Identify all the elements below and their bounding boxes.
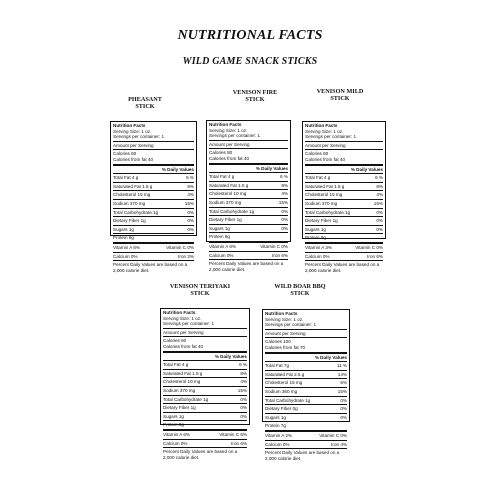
servings-per-container: Servings per container: 1 <box>265 322 317 328</box>
nutrient-row: Total Carbohydrate 1g 0% <box>209 208 288 214</box>
label-heading: Nutrition Facts <box>305 123 338 128</box>
page-subtitle: WILD GAME SNACK STICKS <box>182 56 318 67</box>
nutrient-row: Cholesterol 10 mg 4% <box>163 379 247 385</box>
footnote: Percent Daily Values are based on a 2,000 calorie diet. <box>113 262 188 273</box>
nutrient-row: Total Carbohydrate 1g 0% <box>113 209 194 215</box>
vitamin-row: Calcium 0% Iron 6% <box>305 253 383 259</box>
label-heading: Nutrition Facts <box>265 311 298 316</box>
serving-size: Serving Size: 1 oz. <box>163 315 202 321</box>
nutrient-row: Total Fat 4 g 6 % <box>305 175 383 181</box>
nutrient-row: Sugars 1g 0% <box>163 413 247 419</box>
amount-per-serving: Amount per Serving <box>113 142 154 148</box>
amount-per-serving: Amount per Serving <box>163 329 204 335</box>
nutrient-row: Protein 7g <box>265 423 286 429</box>
vitamin-row: Calcium 0% Iron 6% <box>209 252 288 258</box>
nutrient-row: Dietary Fiber 1g 0% <box>113 218 194 224</box>
vitamin-row: Calcium 0% Iron 6% <box>163 440 247 446</box>
daily-values-header: % Daily Values <box>314 354 347 360</box>
nutrient-row: Total Fat 4 g 6 % <box>209 174 288 180</box>
serving-size: Serving Size: 1 oz. <box>209 127 248 133</box>
nutrient-row: Cholesterol 15 mg 6% <box>265 380 347 386</box>
servings-per-container: Servings per container: 1 <box>163 321 215 327</box>
nutrient-row: Sugars 1g 0% <box>209 225 288 231</box>
nutrition-label-wild-boar-bbq <box>262 309 350 461</box>
vitamin-row: Vitamin A 2% Vitamin C 0% <box>265 432 347 438</box>
amount-per-serving: Amount per Serving <box>305 142 346 148</box>
servings-per-container: Servings per container: 1 <box>209 133 261 139</box>
footnote: Percent Daily Values are based on a 2,000 calorie diet. <box>209 261 284 272</box>
nutrient-row: Saturated Fat 2.5 g 14% <box>265 371 347 377</box>
nutrition-label-pheasant <box>110 121 197 273</box>
nutrient-row: Saturated Fat 1.5 g 8% <box>113 183 194 189</box>
nutrient-row: Protein 8g <box>113 235 134 241</box>
daily-values-header: % Daily Values <box>255 165 288 171</box>
nutrient-row: Total Carbohydrate 1g 0% <box>305 209 383 215</box>
nutrient-row: Dietary Fiber 1g 0% <box>209 217 288 223</box>
serving-size: Serving Size: 1 oz. <box>113 128 152 134</box>
daily-values-header: % Daily Values <box>214 353 247 359</box>
product-name-venison-fire: VENISON FIRE STICK <box>232 89 278 103</box>
nutrient-row: Dietary Fiber 0g 0% <box>265 406 347 412</box>
nutrient-row: Protein 8g <box>163 422 184 428</box>
vitamin-row: Vitamin A 6% Vitamin C 6% <box>163 431 247 437</box>
page-title: NUTRITIONAL FACTS <box>177 28 323 43</box>
nutrient-row: Total Fat 7g 11 % <box>265 363 347 369</box>
daily-values-header: % Daily Values <box>350 166 383 172</box>
vitamin-row: Calcium 0% Iron 2% <box>113 253 194 259</box>
calories: Calories 60 <box>113 151 137 157</box>
nutrient-row: Dietary Fiber 1g 0% <box>163 405 247 411</box>
nutrient-row: Total Carbohydrate 1g 0% <box>163 396 247 402</box>
product-name-pheasant: PHEASANT STICK <box>128 96 162 110</box>
product-name-venison-mild: VENISON MILD STICK <box>316 88 364 102</box>
servings-per-container: Servings per container: 1 <box>113 134 165 140</box>
footnote: Percent Daily Values are based on a 2,000 calorie diet. <box>265 450 340 461</box>
vitamin-row: Calcium 0% Iron 4% <box>265 441 347 447</box>
nutrient-row: Cholesterol 10 mg 4% <box>209 191 288 197</box>
label-heading: Nutrition Facts <box>163 310 196 315</box>
daily-values-header: % Daily Values <box>161 166 194 172</box>
serving-size: Serving Size: 1 oz. <box>265 316 304 322</box>
nutrient-row: Total Fat 4 g 6 % <box>163 362 247 368</box>
nutrient-row: Protein 8g <box>209 234 230 240</box>
nutrient-row: Sodium 360 mg 15% <box>265 388 347 394</box>
amount-per-serving: Amount per Serving <box>265 330 306 336</box>
nutrient-row: Sodium 370 mg 15% <box>163 387 247 393</box>
nutrient-row: Sugars 1g 0% <box>305 226 383 232</box>
nutrient-row: Cholesterol 15 mg 4% <box>305 192 383 198</box>
calories-from-fat: Calories from fat 40 <box>113 156 154 162</box>
nutrient-row: Total Fat 4 g 6 % <box>113 175 194 181</box>
nutrient-row: Sodium 370 mg 15% <box>209 199 288 205</box>
product-name-venison-teriyaki: VENISON TERIYAKI STICK <box>169 283 231 297</box>
servings-per-container: Servings per container: 1 <box>305 134 357 140</box>
calories-from-fat: Calories from fat 40 <box>209 155 250 161</box>
label-heading: Nutrition Facts <box>113 123 146 128</box>
nutrient-row: Protein 8g <box>305 235 326 241</box>
nutrient-row: Sugars 1g 0% <box>265 414 347 420</box>
calories: Calories 60 <box>163 338 187 344</box>
nutrient-row: Saturated Fat 1.5 g 8% <box>163 370 247 376</box>
label-heading: Nutrition Facts <box>209 122 242 127</box>
calories-from-fat: Calories from fat 40 <box>163 343 204 349</box>
nutrient-row: Sugars 1g 0% <box>113 226 194 232</box>
calories: Calories 100 <box>265 339 291 345</box>
footnote: Percent Daily Values are based on a 2,000 calorie diet. <box>305 262 380 273</box>
nutrition-label-venison-teriyaki <box>160 308 250 460</box>
nutrient-row: Sodium 370 mg 15% <box>113 200 194 206</box>
vitamin-row: Vitamin A 6% Vitamin C 0% <box>209 243 288 249</box>
amount-per-serving: Amount per Serving <box>209 141 250 147</box>
nutrient-row: Saturated Fat 1.5 g 8% <box>305 183 383 189</box>
vitamin-row: Vitamin A 6% Vitamin C 0% <box>113 244 194 250</box>
nutrition-label-venison-fire <box>206 120 291 272</box>
calories-from-fat: Calories from fat 40 <box>305 156 346 162</box>
nutrient-row: Cholesterol 15 mg 4% <box>113 192 194 198</box>
calories: Calories 60 <box>305 151 329 157</box>
nutrition-label-venison-mild <box>302 121 386 273</box>
vitamin-row: Vitamin A 3% Vitamin C 0% <box>305 244 383 250</box>
nutrient-row: Saturated Fat 1.5 g 8% <box>209 182 288 188</box>
product-name-wild-boar-bbq: WILD BOAR BBQ STICK <box>274 283 326 297</box>
calories: Calories 80 <box>209 150 233 156</box>
nutrient-row: Sodium 370 mg 15% <box>305 200 383 206</box>
calories-from-fat: Calories from fat 70 <box>265 344 306 350</box>
nutrient-row: Total Carbohydrate 1g 0% <box>265 397 347 403</box>
nutrient-row: Dietary Fiber 1g 0% <box>305 218 383 224</box>
footnote: Percent Daily Values are based on a 2,000 calorie diet. <box>163 449 238 460</box>
serving-size: Serving Size: 1 oz. <box>305 128 344 134</box>
